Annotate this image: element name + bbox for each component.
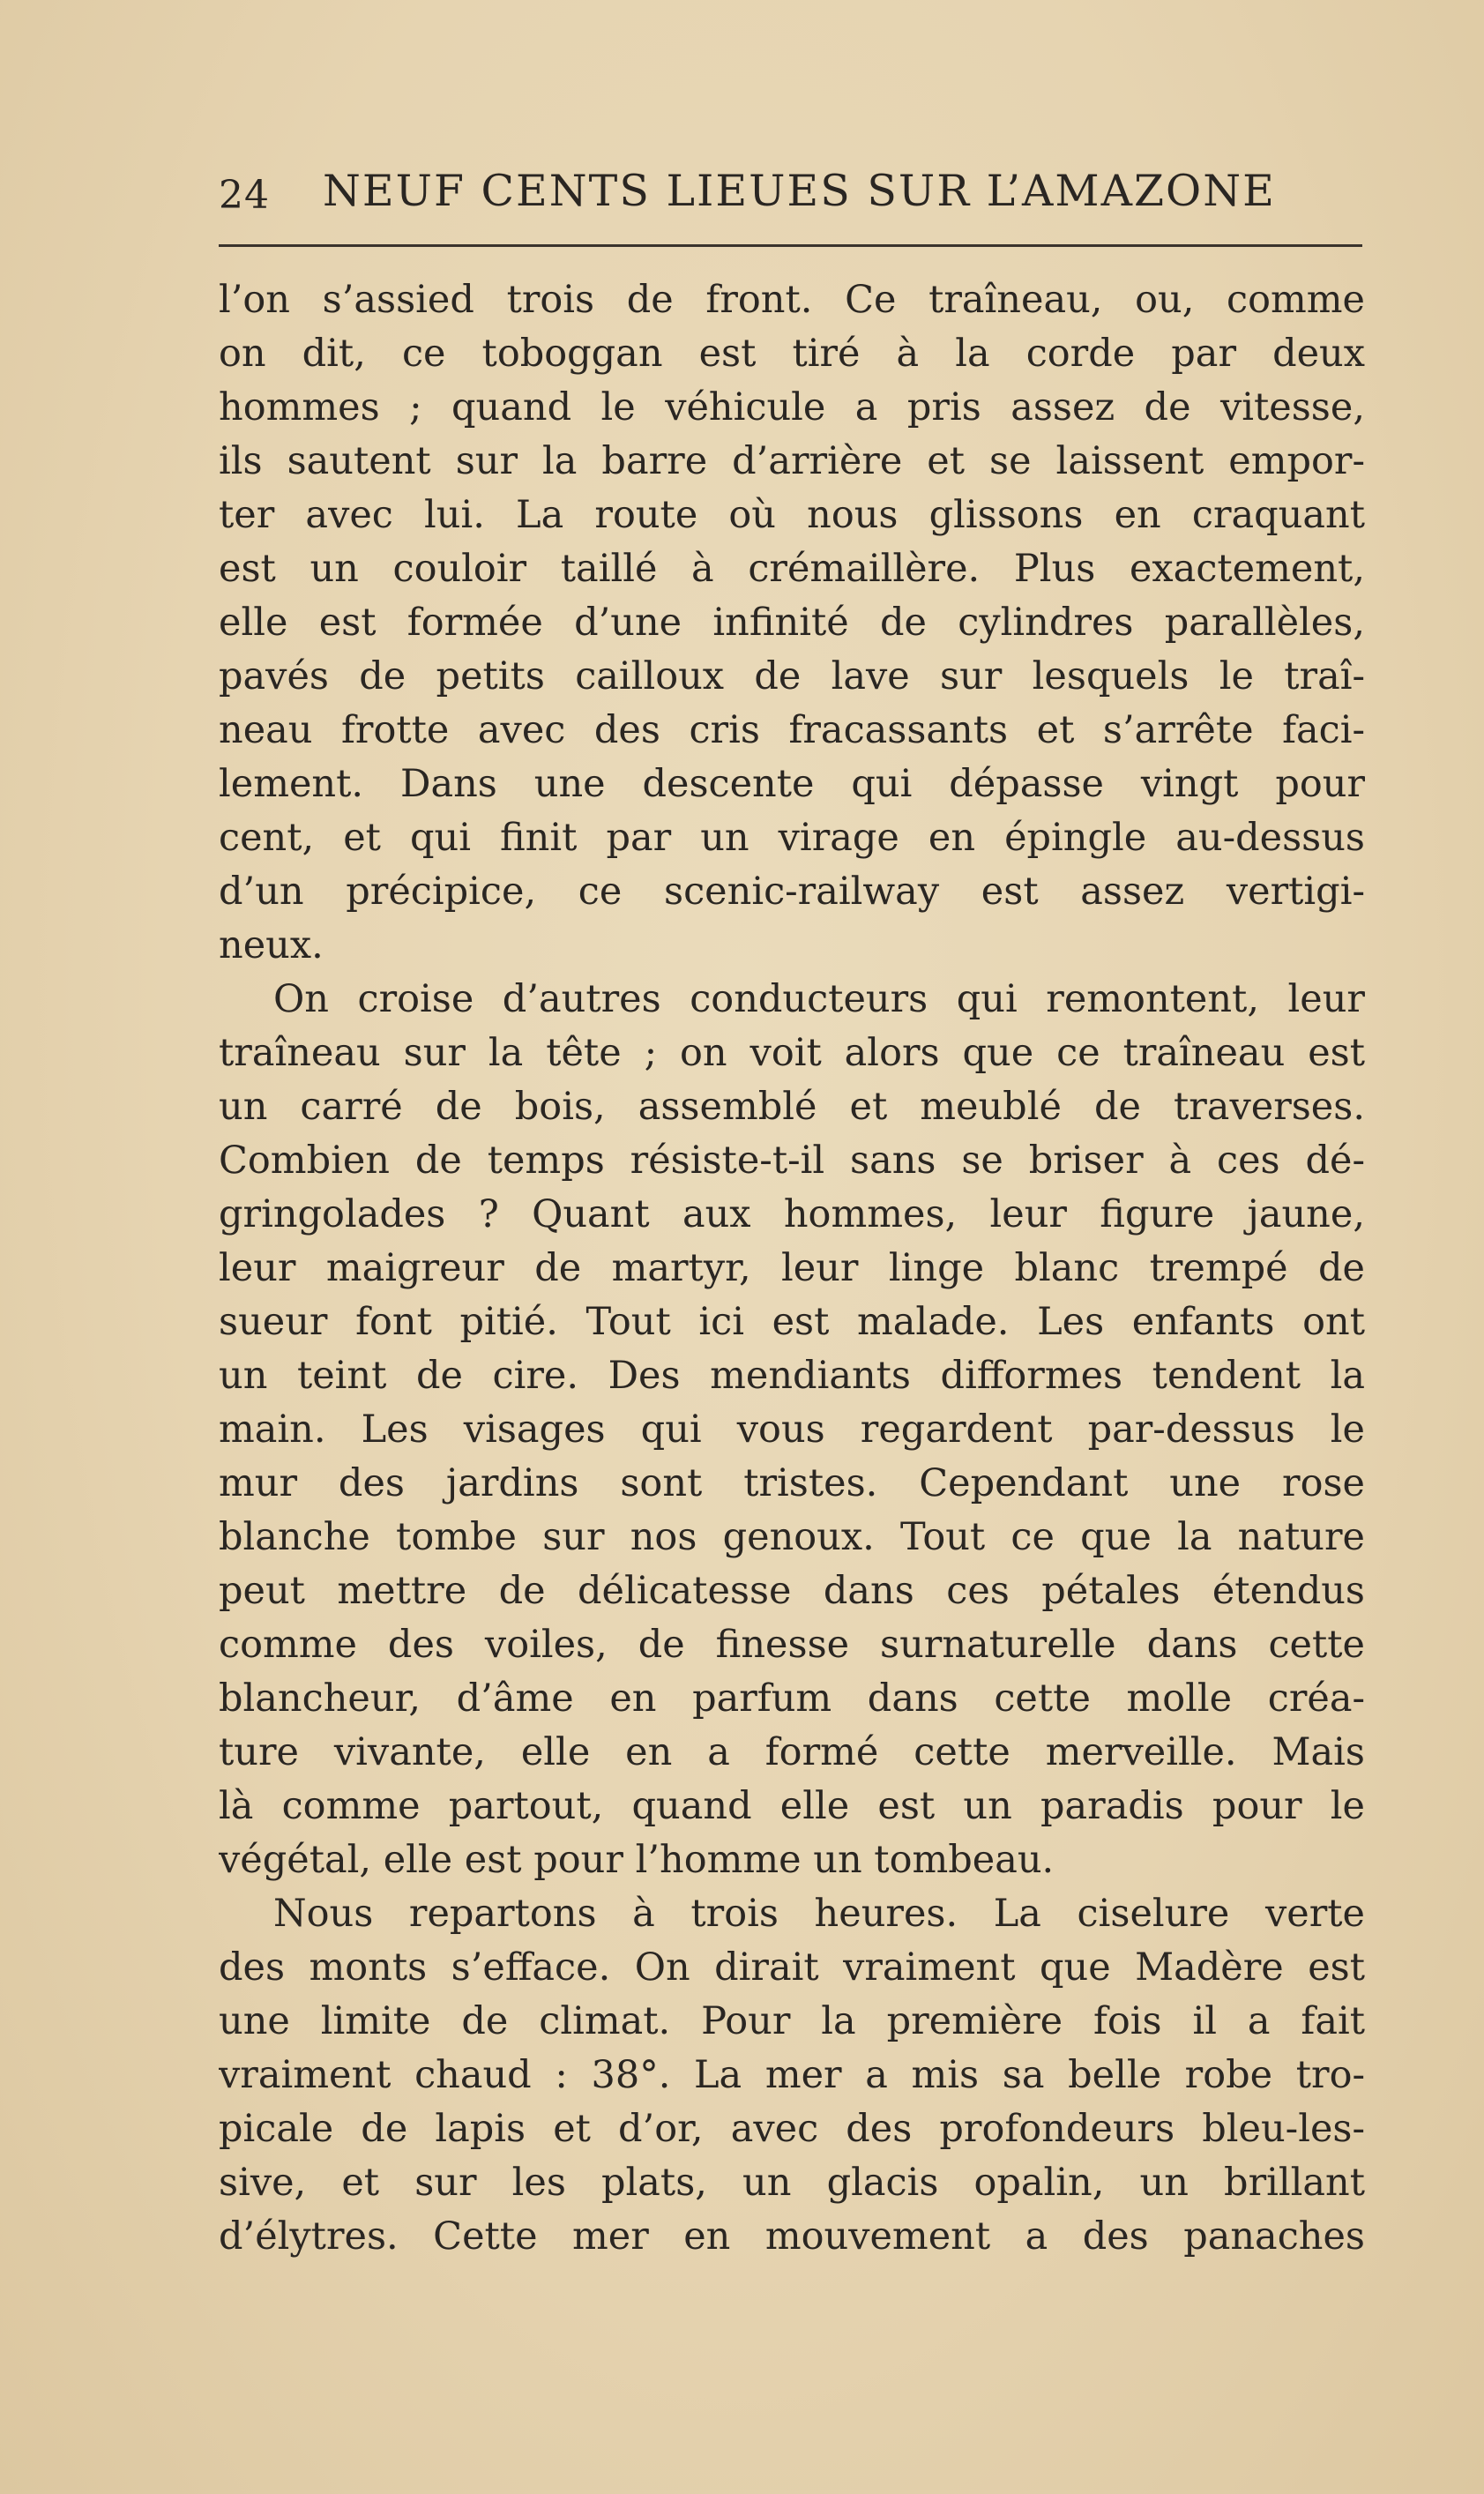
text-line: lement. Dans une descente qui dépasse vingt pour (219, 762, 1365, 806)
text-line: végétal, elle est pour l’homme un tombeau. (219, 1838, 1055, 1882)
text-line: un teint de cire. Des mendiants difformes tendent la (219, 1354, 1365, 1398)
text-line: neau frotte avec des cris fracassants et s’arrête faci- (219, 708, 1365, 752)
text-line: une limite de climat. Pour la première fois il a fait (219, 1999, 1365, 2043)
text-line: comme des voiles, de finesse surnaturelle dans cette (219, 1623, 1365, 1667)
text-line: Combien de temps résiste-t-il sans se briser à ces dé- (219, 1139, 1365, 1183)
text-line: hommes ; quand le véhicule a pris assez de vitesse, (219, 385, 1365, 429)
text-line: blanche tombe sur nos genoux. Tout ce que la nature (219, 1515, 1365, 1559)
text-line: d’un précipice, ce scenic-railway est assez vertigi- (219, 870, 1365, 914)
text-line: ture vivante, elle en a formé cette merveille. Mais (219, 1730, 1365, 1774)
text-line: vraiment chaud : 38°. La mer a mis sa belle robe tro- (219, 2053, 1365, 2097)
text-line: ils sautent sur la barre d’arrière et se laissent empor- (219, 439, 1365, 483)
text-line: gringolades ? Quant aux hommes, leur figure jaune, (219, 1192, 1365, 1236)
text-line: main. Les visages qui vous regardent par-dessus le (219, 1408, 1365, 1452)
text-line: mur des jardins sont tristes. Cependant une rose (219, 1461, 1365, 1505)
text-line: sueur font pitié. Tout ici est malade. Les enfants ont (219, 1300, 1365, 1344)
text-line: traîneau sur la tête ; on voit alors que ce traîneau est (219, 1031, 1365, 1075)
text-line: on dit, ce toboggan est tiré à la corde par deux (219, 332, 1365, 376)
page-header (219, 166, 1365, 228)
text-line: pavés de petits cailloux de lave sur lesquels le traî- (219, 654, 1365, 698)
text-line: cent, et qui finit par un virage en épingle au-dessus (219, 816, 1365, 860)
text-line: blancheur, d’âme en parfum dans cette molle créa- (219, 1676, 1365, 1721)
text-line: l’on s’assied trois de front. Ce traîneau, ou, comme (219, 278, 1365, 322)
header-rule (219, 244, 1362, 247)
text-line: est un couloir taillé à crémaillère. Plus exactement, (219, 547, 1365, 591)
running-title: NEUF CENTS LIEUES SUR L’AMAZONE (323, 166, 1276, 216)
text-line: elle est formée d’une infinité de cylindres parallèles, (219, 601, 1365, 645)
text-line: leur maigreur de martyr, leur linge blanc trempé de (219, 1246, 1365, 1290)
text-line: ter avec lui. La route où nous glissons en craquant (219, 493, 1365, 537)
text-line: On croise d’autres conducteurs qui remontent, leur (273, 977, 1365, 1021)
text-line: là comme partout, quand elle est un paradis pour le (219, 1784, 1365, 1828)
text-line: peut mettre de délicatesse dans ces pétales étendus (219, 1569, 1365, 1613)
page-number: 24 (219, 173, 270, 218)
text-line: un carré de bois, assemblé et meublé de traverses. (219, 1085, 1365, 1129)
text-line: sive, et sur les plats, un glacis opalin, un brillant (219, 2161, 1365, 2205)
text-line: des monts s’efface. On dirait vraiment que Madère est (219, 1945, 1365, 1990)
text-line: d’élytres. Cette mer en mouvement a des panaches (219, 2214, 1365, 2259)
text-line: Nous repartons à trois heures. La ciselure verte (273, 1892, 1365, 1936)
text-line: neux. (219, 923, 324, 967)
text-line: picale de lapis et d’or, avec des profondeurs bleu-les- (219, 2107, 1365, 2151)
body-text (219, 273, 1365, 2264)
